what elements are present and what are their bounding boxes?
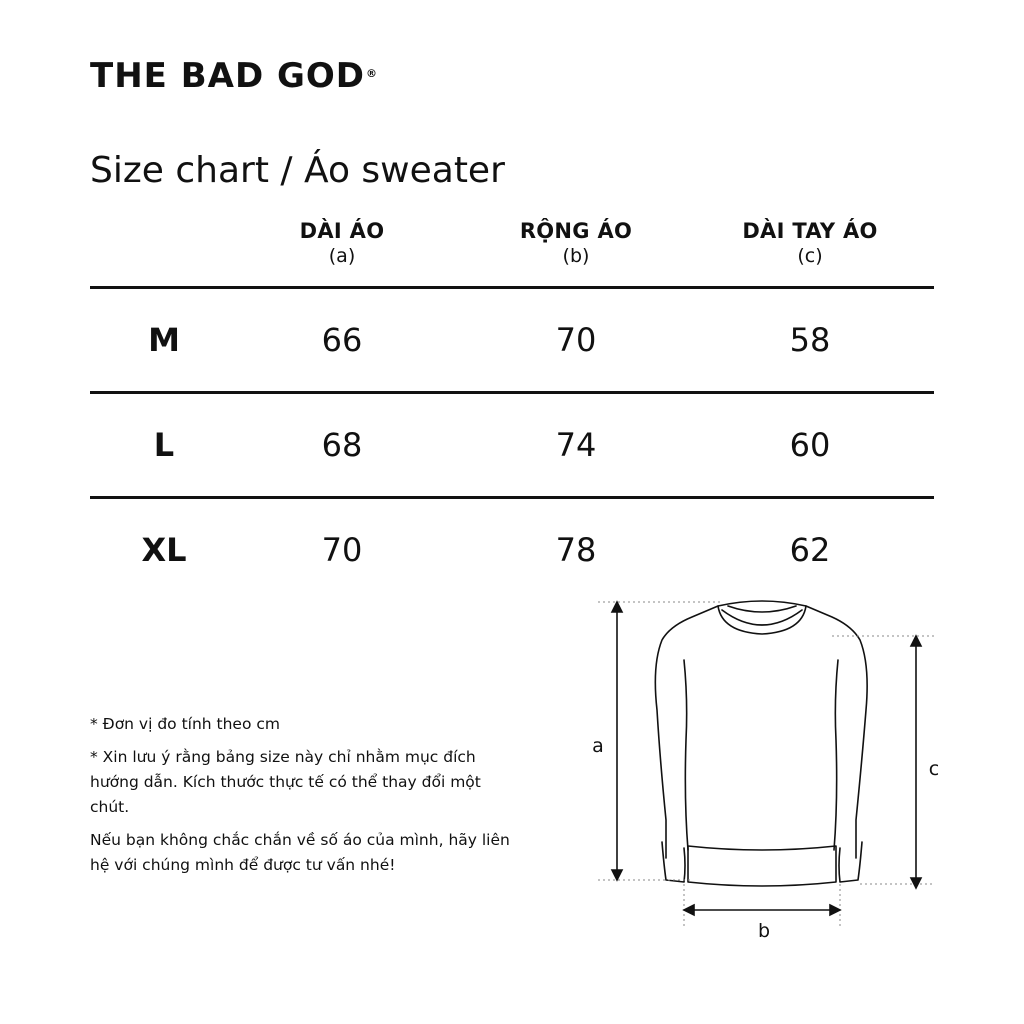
column-header-label: DÀI TAY ÁO — [742, 219, 878, 243]
width-value: 78 — [555, 531, 597, 569]
column-header-key: (b) — [562, 245, 590, 267]
note-contact: Nếu bạn không chắc chắn về số áo của mình, hãy liên hệ với chúng mình để được tư vấn nhé! — [90, 831, 510, 874]
page-title: Size chart / Áo sweater — [90, 150, 505, 191]
sweater-outline — [655, 601, 867, 886]
column-header-key: (c) — [797, 245, 823, 267]
width-value: 74 — [555, 426, 597, 464]
dimension-label-b: b — [757, 920, 771, 942]
registered-mark: ® — [366, 67, 379, 80]
dimension-guides — [598, 602, 934, 928]
sleeve-value: 58 — [789, 321, 831, 359]
size-label: XL — [141, 531, 187, 569]
dimension-label-c: c — [928, 758, 940, 780]
size-label: L — [153, 426, 175, 464]
length-value: 70 — [321, 531, 363, 569]
size-label: M — [148, 321, 180, 359]
brand-name: THE BAD GOD — [90, 56, 366, 96]
note-disclaimer: * Xin lưu ý rằng bảng size này chỉ nhằm mục đích hướng dẫn. Kích thước thực tế có thể thay đổi một chút. — [90, 748, 481, 816]
column-header-label: DÀI ÁO — [299, 219, 385, 243]
width-value: 70 — [555, 321, 597, 359]
length-value: 68 — [321, 426, 363, 464]
sleeve-value: 62 — [789, 531, 831, 569]
column-header-label: RỘNG ÁO — [519, 219, 633, 243]
dimension-label-a: a — [592, 735, 604, 757]
sleeve-value: 60 — [789, 426, 831, 464]
length-value: 66 — [321, 321, 363, 359]
note-unit: * Đơn vị đo tính theo cm — [90, 715, 281, 733]
column-header-key: (a) — [328, 245, 356, 267]
